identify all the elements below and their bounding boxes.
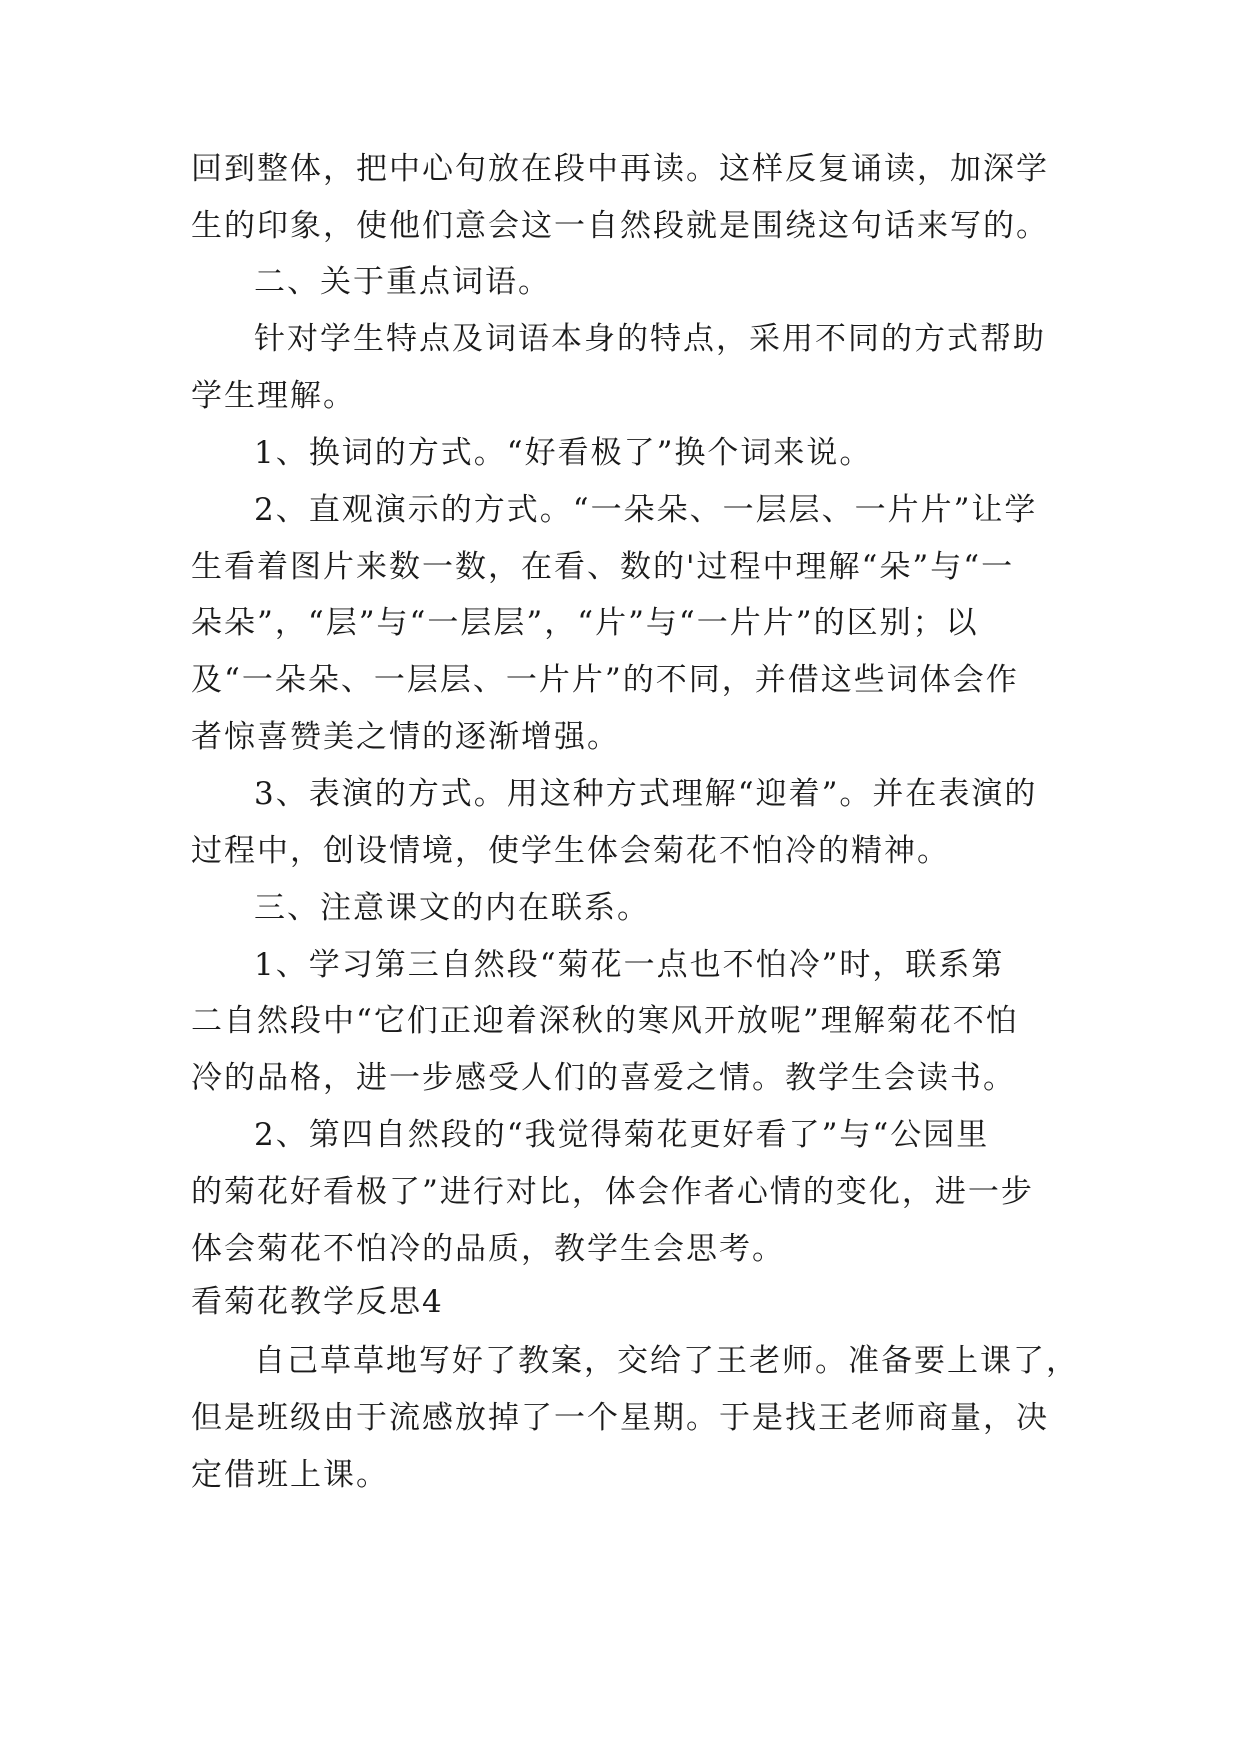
text-line: 生的印象，使他们意会这一自然段就是围绕这句话来写的。 <box>191 208 1049 244</box>
text-line: 自己草草地写好了教案，交给了王老师。准备要上课了， <box>254 1343 1079 1379</box>
section-heading: 三、注意课文的内在联系。 <box>254 890 650 926</box>
text-line: 3、表演的方式。用这种方式理解“迎着”。并在表演的 <box>254 776 1038 812</box>
text-line: 过程中，创设情境，使学生体会菊花不怕冷的精神。 <box>191 833 950 869</box>
text-line: 体会菊花不怕冷的品质，教学生会思考。 <box>191 1231 785 1267</box>
section-heading: 二、关于重点词语。 <box>254 264 551 300</box>
text-line: 生看着图片来数一数，在看、数的'过程中理解“朵”与“一 <box>191 549 1015 585</box>
text-line: 2、第四自然段的“我觉得菊花更好看了”与“公园里 <box>254 1117 990 1153</box>
text-line: 学生理解。 <box>191 378 356 414</box>
text-line: 但是班级由于流感放掉了一个星期。于是找王老师商量，决 <box>191 1400 1049 1436</box>
text-line: 1、换词的方式。“好看极了”换个词来说。 <box>254 435 873 471</box>
text-line: 定借班上课。 <box>191 1457 389 1493</box>
text-line: 针对学生特点及词语本身的特点，采用不同的方式帮助 <box>254 321 1046 357</box>
text-line: 二自然段中“它们正迎着深秋的寒风开放呢”理解菊花不怕 <box>191 1003 1019 1039</box>
text-line: 朵朵”，“层”与“一层层”，“片”与“一片片”的区别；以 <box>191 605 979 641</box>
text-line: 及“一朵朵、一层层、一片片”的不同，并借这些词体会作 <box>191 662 1019 698</box>
text-line: 1、学习第三自然段“菊花一点也不怕冷”时，联系第 <box>254 947 1005 983</box>
text-line: 回到整体，把中心句放在段中再读。这样反复诵读，加深学 <box>191 151 1049 187</box>
text-line: 冷的品格，进一步感受人们的喜爱之情。教学生会读书。 <box>191 1060 1016 1096</box>
text-line: 2、直观演示的方式。“一朵朵、一层层、一片片”让学 <box>254 492 1038 528</box>
section-title: 看菊花教学反思4 <box>191 1284 444 1320</box>
text-line: 者惊喜赞美之情的逐渐增强。 <box>191 719 620 755</box>
text-line: 的菊花好看极了”进行对比，体会作者心情的变化，进一步 <box>191 1174 1034 1210</box>
